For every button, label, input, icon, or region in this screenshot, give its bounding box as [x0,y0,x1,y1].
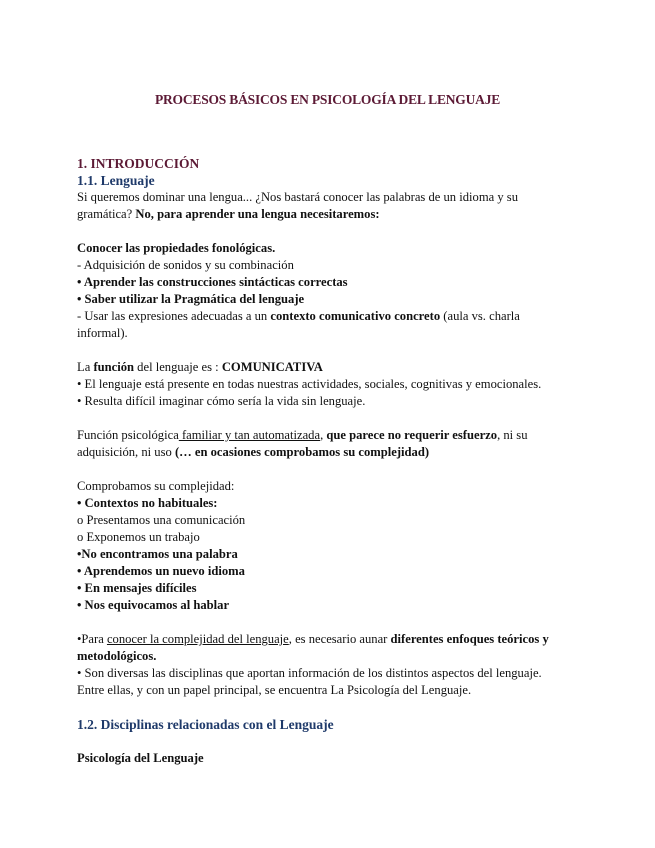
function-bold-2: COMUNICATIVA [221,360,323,374]
approach-bold: diferentes enfoques teóricos y [390,632,549,646]
properties-item-2: • Aprender las construcciones sintácticas correctas [77,275,348,289]
intro-line2-bold: No, para aprender una lengua necesitaremos: [135,207,380,221]
intro-line2: gramática? [77,207,136,221]
psych-line2: adquisición, ni uso [77,445,175,459]
properties-item-4-post: (aula vs. charla [440,309,520,323]
document-title: PROCESOS BÁSICOS EN PSICOLOGÍA DEL LENGUAJE [154,92,501,107]
complexity-heading: Comprobamos su complejidad: [77,479,235,493]
function-bullet-2: • Resulta difícil imaginar cómo sería la vida sin lenguaje. [77,394,366,408]
properties-item-1: - Adquisición de sonidos y su combinación [77,258,294,272]
function-pre: La [77,360,94,374]
psych-post: , ni su [497,428,528,442]
approach-paragraph [77,631,577,665]
properties-heading: Conocer las propiedades fonológicas. [77,241,276,255]
psych-bold: que parece no requerir esfuerzo [326,428,498,442]
psych-pre: Función psicológica [77,428,179,442]
psych-underline: familiar y tan automatizada [178,428,321,442]
approach-bold-cont: metodológicos. [77,649,157,663]
approach-line-4: Entre ellas, y con un papel principal, se encuentra La Psicología del Lenguaje. [77,683,472,697]
function-bold-1: función [93,360,135,374]
intro-paragraph [77,189,577,223]
complexity-item: • En mensajes difíciles [77,581,197,595]
complexity-item: • Contextos no habituales: [77,496,218,510]
approach-pre: •Para [77,632,107,646]
properties-item-4-text: - Usar las expresiones adecuadas a un [77,309,271,323]
psych-comma: , [320,428,327,442]
complexity-item: o Exponemos un trabajo [77,530,200,544]
function-bullet-1: • El lenguaje está presente en todas nuestras actividades, sociales, cognitivas y emocionales. [77,377,542,391]
subheading-psicologia: Psicología del Lenguaje [77,751,204,765]
psych-line2-bold: (… en ocasiones comprobamos su complejidad) [174,445,430,459]
properties-item-4-bold: contexto comunicativo concreto [270,309,441,323]
subsection-heading-disciplinas: 1.2. Disciplinas relacionadas con el Lenguaje [77,717,334,732]
properties-item-3: • Saber utilizar la Pragmática del lenguaje [77,292,305,306]
function-mid: del lenguaje es : [134,360,222,374]
document-body [77,155,577,767]
complexity-item: o Presentamos una comunicación [77,513,246,527]
complexity-item: • Nos equivocamos al hablar [77,598,230,612]
complexity-item: •No encontramos una palabra [77,547,238,561]
approach-line-3: • Son diversas las disciplinas que aportan información de los distintos aspectos del lenguaje. [77,666,542,680]
complexity-item: • Aprendemos un nuevo idioma [77,564,245,578]
approach-underline: conocer la complejidad del lenguaje [106,632,289,646]
intro-line1: Si queremos dominar una lengua... ¿Nos bastará conocer las palabras de un idioma y su [77,190,519,204]
properties-item-4 [77,308,577,342]
section-heading-introduccion: 1. INTRODUCCIÓN [77,156,200,171]
properties-item-4-cont: informal). [77,326,128,340]
psych-paragraph [77,427,577,461]
function-paragraph [77,359,577,376]
subsection-heading-lenguaje: 1.1. Lenguaje [77,173,155,188]
approach-mid: , es necesario aunar [288,632,391,646]
